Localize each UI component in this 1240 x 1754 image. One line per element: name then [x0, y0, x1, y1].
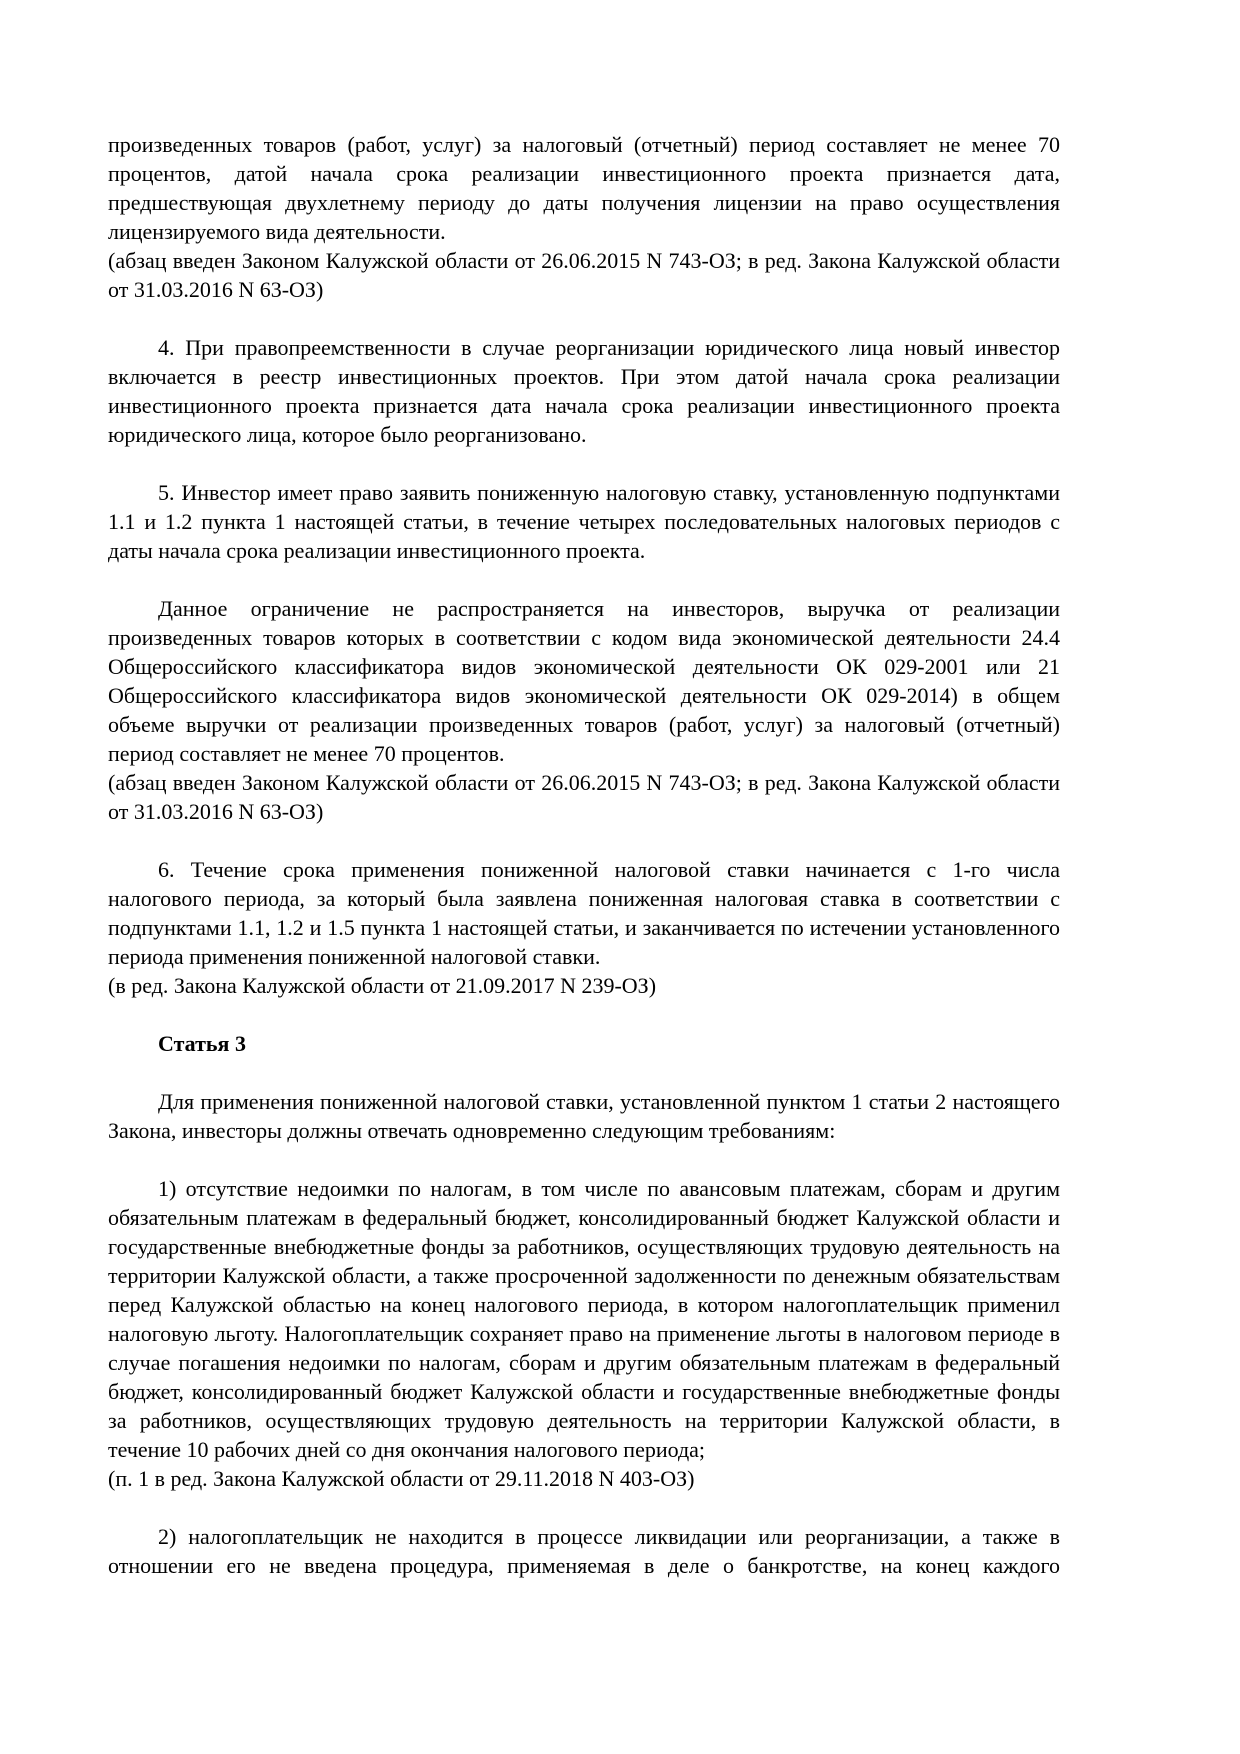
document-content [108, 130, 1060, 1580]
amendment-note: (абзац введен Законом Калужской области от 26.06.2015 N 743-ОЗ; в ред. Закона Калужской области от 31.03.2016 N 63-ОЗ) [108, 248, 1060, 302]
amendment-note: (абзац введен Законом Калужской области от 26.06.2015 N 743-ОЗ; в ред. Закона Калужской области от 31.03.2016 N 63-ОЗ) [108, 770, 1060, 824]
body-paragraph: 4. При правопреемственности в случае реорганизации юридического лица новый инвестор включается в реестр инвестиционных проектов. При этом датой начала срока реализации инвестиционного проекта признается дата начала срока реализации инвестиционного проекта юридического лица, которое было реорганизовано. [108, 335, 1060, 447]
body-paragraph: произведенных товаров (работ, услуг) за налоговый (отчетный) период составляет не менее 70 процентов, датой начала срока реализации инвестиционного проекта признается дата, предшествующая двухлетнему периоду до даты получения лицензии на право осуществления лицензируемого вида деятельности. [108, 132, 1060, 244]
body-paragraph: 2) налогоплательщик не находится в процессе ликвидации или реорганизации, а также в отношении его не введена процедура, применяемая в деле о банкротстве, на конец каждого [108, 1524, 1060, 1578]
amendment-note: (п. 1 в ред. Закона Калужской области от 29.11.2018 N 403-ОЗ) [108, 1466, 695, 1491]
body-paragraph: Данное ограничение не распространяется на инвесторов, выручка от реализации произведенных товаров которых в соответствии с кодом вида экономической деятельности 24.4 Общероссийского классификатора видов экономической деятельности ОК 029-2001 или 21 Общероссийского классификатора видов экономической деятельности ОК 029-2014) в общем объеме выручки от реализации произведенных товаров (работ, услуг) за налоговый (отчетный) период составляет не менее 70 процентов. [108, 596, 1060, 766]
body-paragraph: 1) отсутствие недоимки по налогам, в том числе по авансовым платежам, сборам и другим обязательным платежам в федеральный бюджет, консолидированный бюджет Калужской области и государственные внебюджетные фонды за работников, осуществляющих трудовую деятельность на территории Калужской области, а также просроченной задолженности по денежным обязательствам перед Калужской областью на конец налогового периода, в котором налогоплательщик применил налоговую льготу. Налогоплательщик сохраняет право на применение льготы в налоговом периоде в случае погашения недоимки по налогам, сборам и другим обязательным платежам в федеральный бюджет, консолидированный бюджет Калужской области и государственные внебюджетные фонды за работников, осуществляющих трудовую деятельность на территории Калужской области, в течение 10 рабочих дней со дня окончания налогового периода; [108, 1176, 1060, 1462]
body-paragraph: Для применения пониженной налоговой ставки, установленной пунктом 1 статьи 2 настоящего Закона, инвесторы должны отвечать одновременно следующим требованиям: [108, 1089, 1060, 1143]
body-paragraph: 6. Течение срока применения пониженной налоговой ставки начинается с 1-го числа налогового периода, за который была заявлена пониженная налоговая ставка в соответствии с подпунктами 1.1, 1.2 и 1.5 пункта 1 настоящей статьи, и заканчивается по истечении установленного периода применения пониженной налоговой ставки. [108, 857, 1060, 969]
section-heading: Статья 3 [158, 1031, 246, 1056]
amendment-note: (в ред. Закона Калужской области от 21.09.2017 N 239-ОЗ) [108, 973, 657, 998]
body-paragraph: 5. Инвестор имеет право заявить пониженную налоговую ставку, установленную подпунктами 1.1 и 1.2 пункта 1 настоящей статьи, в течение четырех последовательных налоговых периодов с даты начала срока реализации инвестиционного проекта. [108, 480, 1060, 563]
